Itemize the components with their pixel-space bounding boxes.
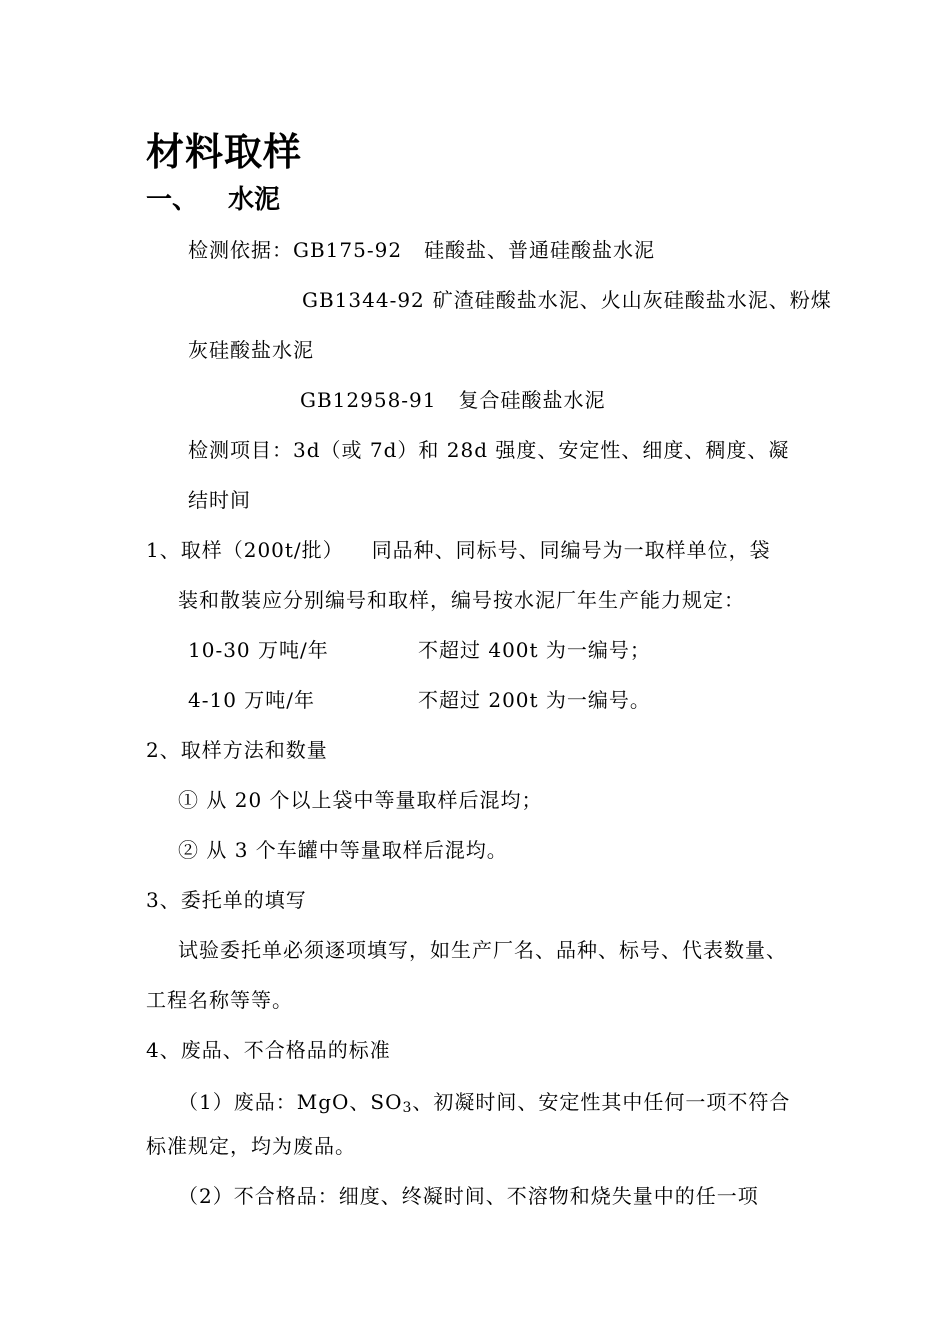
basis-line-2-cont: 灰硅酸盐水泥 [188, 338, 314, 362]
s4-para-1 [178, 1090, 790, 1114]
section-number: 一、 [146, 185, 199, 215]
s4-heading: 4、废品、不合格品的标准 [146, 1038, 391, 1062]
basis-line-2 [302, 288, 832, 312]
test-items-line-1: 检测项目：3d（或 7d）和 28d 强度、安定性、细度、稠度、凝 [188, 438, 790, 462]
section-title: 水泥 [228, 185, 281, 215]
page-title: 材料取样 [146, 129, 303, 174]
s1-heading: 1、取样（200t/批） [146, 538, 344, 562]
s2-item-2: ② 从 3 个车罐中等量取样后混均。 [178, 838, 508, 862]
basis-label: 检测依据： [188, 238, 293, 262]
basis-3-code: GB12958-91 [300, 388, 437, 412]
s4-para-1-a: （1）废品：MgO、SO [178, 1090, 403, 1114]
section-heading [146, 184, 280, 216]
s4-para-1-b: 、初凝时间、安定性其中任何一项不符合 [412, 1090, 791, 1114]
basis-2-text: 矿渣硅酸盐水泥、火山灰硅酸盐水泥、粉煤 [432, 288, 832, 312]
basis-1-text: 硅酸盐、普通硅酸盐水泥 [424, 238, 656, 262]
basis-1-code: GB175-92 [293, 238, 403, 262]
s4-para-1-cont: 标准规定，均为废品。 [146, 1134, 356, 1158]
s1-line-1 [146, 538, 771, 562]
s1-row1-right: 不超过 400t 为一编号； [418, 638, 651, 662]
basis-line-3 [300, 388, 606, 412]
basis-2-code: GB1344-92 [302, 288, 425, 312]
s3-heading: 3、委托单的填写 [146, 888, 307, 912]
s1-row2-right: 不超过 200t 为一编号。 [418, 688, 651, 712]
basis-line-1 [188, 238, 655, 262]
s1-row1-left: 10-30 万吨/年 [188, 638, 329, 662]
s3-text-1: 试验委托单必须逐项填写，如生产厂名、品种、标号、代表数量、 [178, 938, 787, 962]
s1-text-2: 装和散装应分别编号和取样，编号按水泥厂年生产能力规定： [178, 588, 745, 612]
basis-3-text: 复合硅酸盐水泥 [458, 388, 606, 412]
s4-para-1-sub: 3 [402, 1100, 413, 1116]
s2-heading: 2、取样方法和数量 [146, 738, 328, 762]
s1-text-1: 同品种、同标号、同编号为一取样单位，袋 [371, 538, 771, 562]
test-items-line-2: 结时间 [188, 488, 251, 512]
s3-text-2: 工程名称等等。 [146, 988, 293, 1012]
s2-item-1: ① 从 20 个以上袋中等量取样后混均； [178, 788, 543, 812]
s1-row2-left: 4-10 万吨/年 [188, 688, 316, 712]
s4-para-2: （2）不合格品：细度、终凝时间、不溶物和烧失量中的任一项 [178, 1184, 759, 1208]
